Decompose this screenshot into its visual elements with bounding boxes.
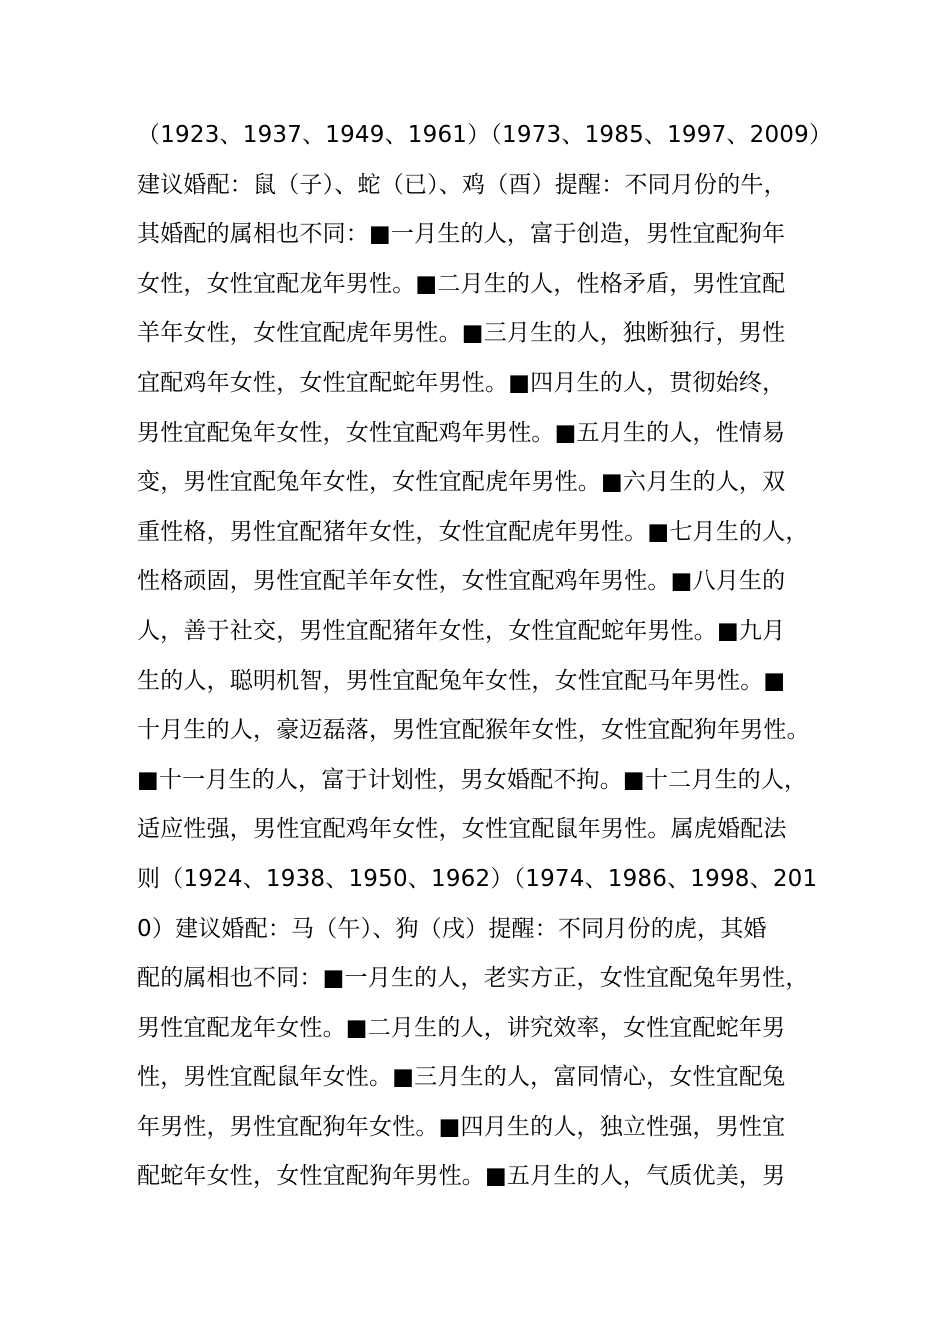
text-line: （1923、1937、1949、1961）（1973、1985、1997、2009） [137,122,833,148]
text-line: ■十一月生的人，富于计划性，男女婚配不拘。■十二月生的人， [137,766,808,793]
text-line: 性，男性宜配鼠年女性。■三月生的人，富同情心，女性宜配兔 [137,1064,786,1091]
text-line: 配蛇年女性，女性宜配狗年男性。■五月生的人，气质优美，男 [137,1163,786,1190]
text-line: 年男性，男性宜配狗年女性。■四月生的人，独立性强，男性宜 [137,1113,786,1140]
text-line: 重性格，男性宜配猪年女性，女性宜配虎年男性。■七月生的人， [137,518,809,545]
text-line: 女性，女性宜配龙年男性。■二月生的人，性格矛盾，男性宜配 [137,270,786,297]
text-line: 则（1924、1938、1950、1962）（1974、1986、1998、201 [137,865,818,892]
text-line: 男性宜配兔年女性，女性宜配鸡年男性。■五月生的人，性情易 [137,419,786,446]
text-line: 变，男性宜配兔年女性，女性宜配虎年男性。■六月生的人，双 [137,469,786,496]
text-line: 配的属相也不同：■一月生的人，老实方正，女性宜配兔年男性， [137,965,809,992]
text-line: 适应性强，男性宜配鸡年女性，女性宜配鼠年男性。属虎婚配法 [137,816,787,843]
body-text [137,111,833,1202]
text-line: 生的人，聪明机智，男性宜配兔年女性，女性宜配马年男性。■ [137,667,786,694]
text-line: 建议婚配：鼠（子）、蛇（已）、鸡（酉）提醒：不同月份的牛， [137,171,787,198]
text-line: 羊年女性，女性宜配虎年男性。■三月生的人，独断独行，男性 [137,320,786,347]
text-line: 其婚配的属相也不同：■一月生的人，富于创造，男性宜配狗年 [137,221,786,248]
text-line: 人，善于社交，男性宜配猪年女性，女性宜配蛇年男性。■九月 [137,617,786,644]
text-line: 男性宜配龙年女性。■二月生的人，讲究效率，女性宜配蛇年男 [137,1014,786,1041]
text-line: 十月生的人，豪迈磊落，男性宜配猴年女性，女性宜配狗年男性。 [137,717,810,744]
text-line: 0）建议婚配：马（午）、狗（戌）提醒：不同月份的虎，其婚 [137,915,767,942]
text-line: 宜配鸡年女性，女性宜配蛇年男性。■四月生的人，贯彻始终， [137,369,786,396]
text-line: 性格顽固，男性宜配羊年女性，女性宜配鸡年男性。■八月生的 [137,568,786,595]
